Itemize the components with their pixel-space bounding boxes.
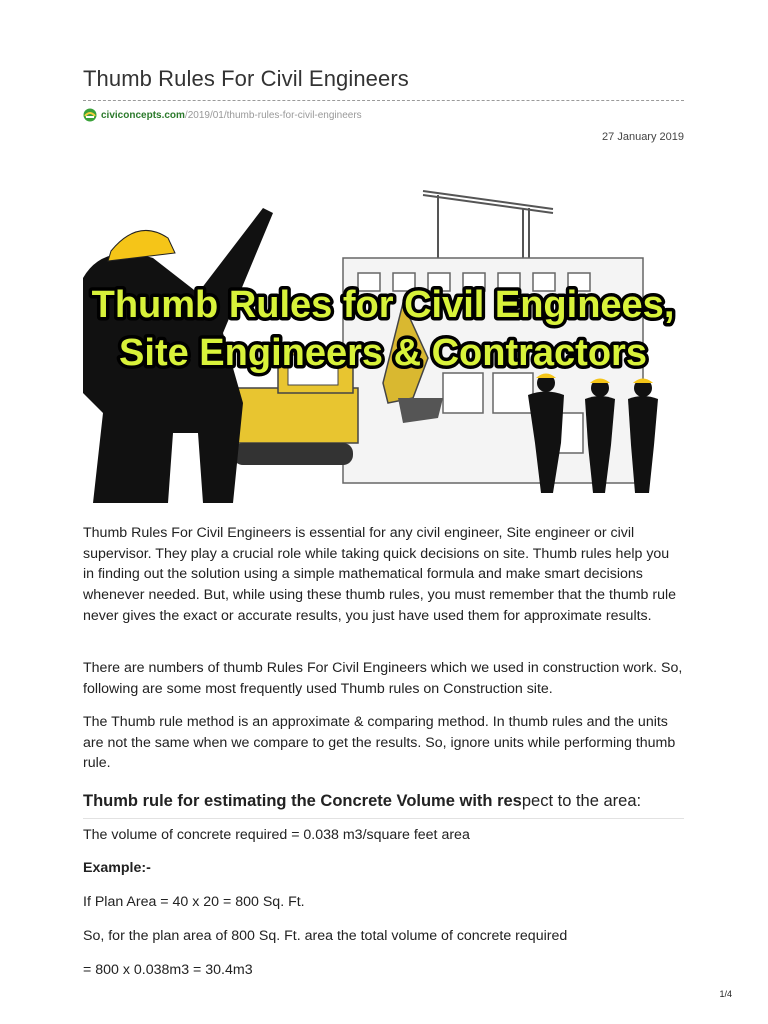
paragraph-method: The Thumb rule method is an approximate & comparing method. In thumb rules and the units are not the same when we compare to get the results. So, ignore units while performing thumb rule. [83,714,676,772]
hero-caption-line2: Site Engineers & Contractors [119,332,647,374]
civiconcepts-logo-icon [83,108,97,122]
example-result: = 800 x 0.038m3 = 30.4m3 [83,962,253,978]
example-label: Example:- [83,860,151,876]
source-path[interactable]: /2019/01/thumb-rules-for-civil-engineers [184,109,362,121]
hero-caption-line1: Thumb Rules for Civil Enginees, [91,284,675,326]
workers-silhouettes [528,374,658,494]
source-domain[interactable]: civiconcepts.com [101,109,185,121]
section-heading-bold: Thumb rule for estimating the Concrete Volume with res [83,792,522,810]
section-heading [83,792,641,811]
paragraph-intro: Thumb Rules For Civil Engineers is essential for any civil engineer, Site engineer or civil supervisor. They play a crucial role while taking quick decisions on site. Thumb rules help you in finding out the solution using a simple mathematical formula and make smart decisions whenever needed. But, while using these thumb rules, you must remember that the thumb rule never gives the exact or accurate results, you just have used them for approximate results. [83,525,677,624]
example-description: So, for the plan area of 800 Sq. Ft. area the total volume of concrete required [83,928,568,944]
paragraph-list-intro: There are numbers of thumb Rules For Civil Engineers which we used in construction work. So, following are some most frequently used Thumb rules on Construction site. [83,660,683,697]
example-plan-area: If Plan Area = 40 x 20 = 800 Sq. Ft. [83,894,305,910]
publish-date: 27 January 2019 [602,131,684,143]
page-number: 1/4 [719,989,732,999]
hero-image [83,183,684,510]
section-heading-rest: pect to the area: [521,792,642,810]
source-url[interactable] [83,107,362,123]
title-divider [83,100,684,101]
page-title: Thumb Rules For Civil Engineers [83,66,409,91]
section-divider [83,818,684,819]
formula-line: The volume of concrete required = 0.038 m3/square feet area [83,827,470,843]
